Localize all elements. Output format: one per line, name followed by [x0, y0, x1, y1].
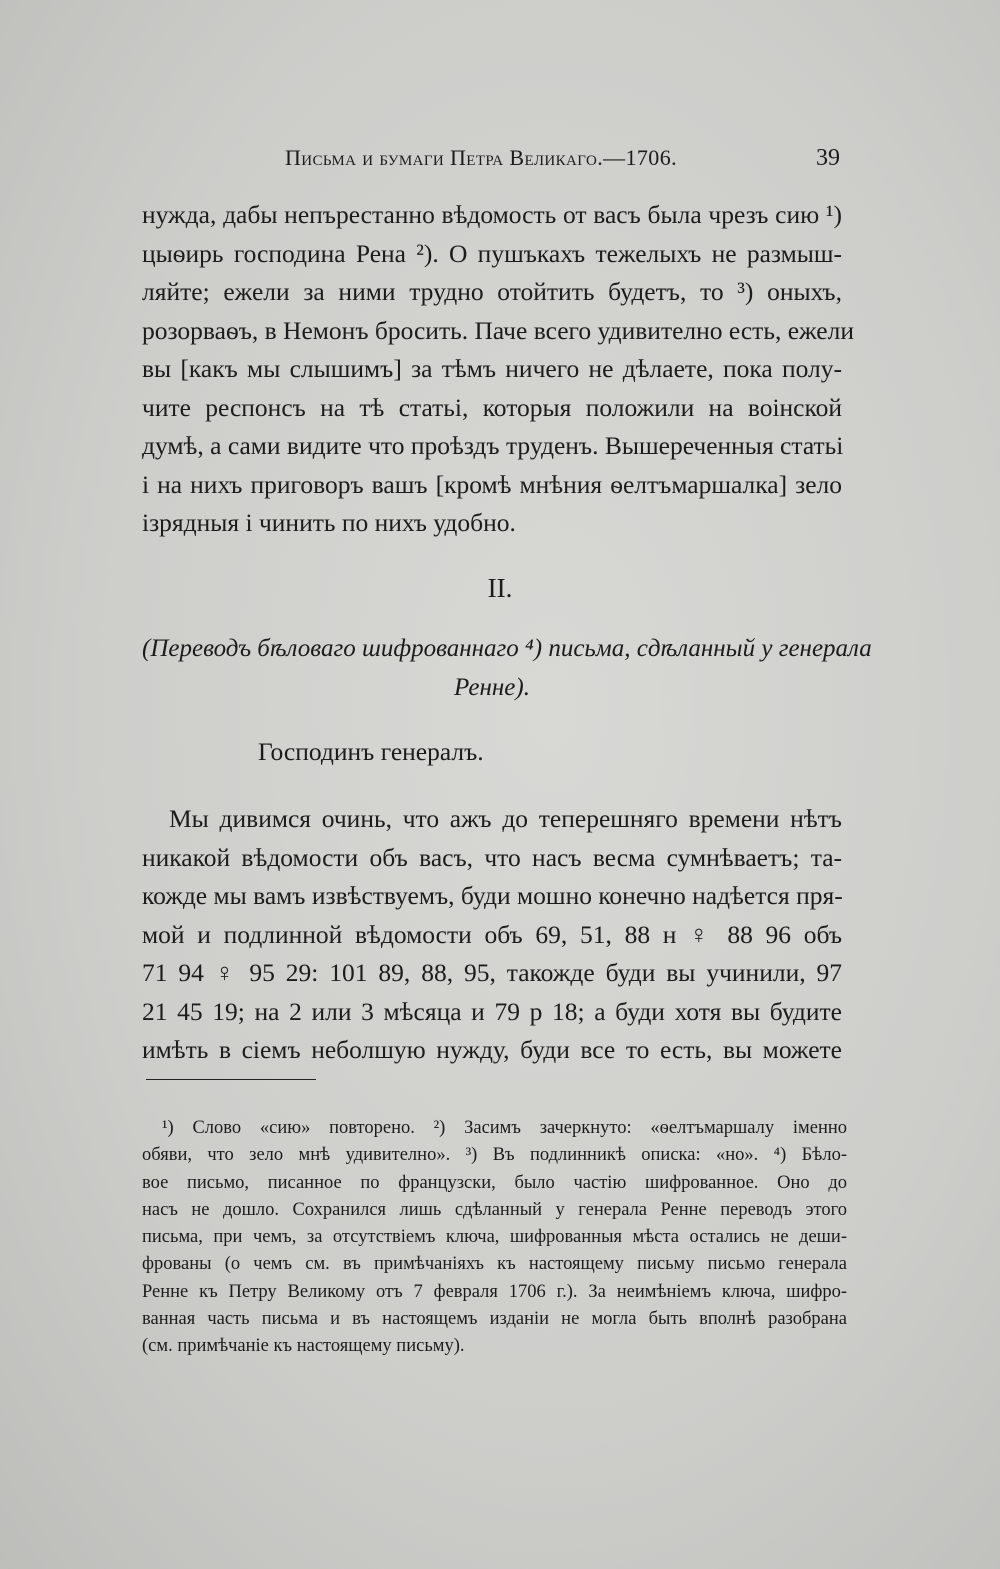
footnote-line: насъ не дошло. Сохранился лишь сдѣланный у генерала Ренне переводъ этого: [142, 1199, 847, 1220]
footnote-line: Ренне къ Петру Великому отъ 7 февраля 1706 г.). За неимѣніемъ ключа, шифро-: [142, 1281, 847, 1302]
footnote-line: письма, при чемъ, за отсутствіемъ ключа, шифрованныя мѣста остались не деши-: [142, 1227, 847, 1248]
letter-continuation-paragraph: [142, 196, 854, 543]
text-line: никакой вѣдомости объ васъ, что насъ весма сумнѣваетъ; та-: [142, 842, 842, 872]
footnote-line: вое письмо, писанное по французски, было частію шифрованное. Оно до: [142, 1172, 847, 1193]
footnote-line: фрованы (о чемъ см. въ примѣчаніяхъ къ настоящему письму письмо генерала: [142, 1254, 847, 1275]
text-line: имѣть в сіемъ неболшую нужду, буди все то есть, вы можете: [142, 1035, 842, 1064]
text-line: розорваѳъ, в Немонъ бросить. Паче всего удивително есть, ежели: [142, 315, 854, 345]
footnotes: [142, 1115, 847, 1361]
salutation: Господинъ генералъ.: [258, 737, 484, 766]
text-line: 21 45 19; на 2 или 3 мѣсяца и 79 р 18; а буди хотя вы будите: [142, 996, 842, 1026]
footnote-line: ванная часть письма и въ настоящемъ изданіи не могла быть вполнѣ разобрана: [142, 1309, 847, 1330]
text-line: думѣ, а сами видите что проѣздъ труденъ. Вышереченныя статьі: [142, 431, 844, 460]
subtitle-line: (Переводъ бѣловаго шифрованнаго ⁴) письма, сдѣланный у генерала: [142, 635, 872, 662]
section-number: II.: [487, 573, 513, 603]
footnote-line: обяви, что зело мнѣ удивително». ³) Въ подлинникѣ описка: «но». ⁴) Бѣло-: [142, 1145, 847, 1166]
page-header: [285, 145, 840, 179]
footnote-line: ¹) Слово «сию» повторено. ²) Засимъ зачеркнуто: «ѳелтъмаршалу іменно: [162, 1118, 847, 1138]
page-number: 39: [816, 145, 840, 171]
text-line: цыѳирь господина Рена ²). О пушъкахъ тежелыхъ не размыш-: [142, 238, 842, 268]
text-line: кожде мы вамъ извѣствуемъ, буди мошно конечно надѣется пря-: [142, 881, 843, 910]
footnote-line: (см. примѣчаніе къ настоящему письму).: [142, 1336, 465, 1357]
subtitle-line: Ренне).: [454, 673, 530, 701]
text-line: мой и подлинной вѣдомости объ 69, 51, 88 н ♀ 88 96 объ: [142, 919, 842, 949]
text-line: 71 94 ♀ 95 29: 101 89, 88, 95, такожде буди вы учинили, 97: [142, 958, 842, 987]
text-line: ізрядныя і чинить по нихъ удобно.: [142, 508, 516, 537]
text-line: нужда, дабы непърестанно вѣдомость от васъ была чрезъ сию ¹): [142, 200, 842, 229]
text-line: і на нихъ приговоръ вашъ [кромѣ мнѣния ѳелтъмаршалка] зело: [142, 469, 842, 499]
footnote-divider: [146, 1079, 316, 1080]
section-subtitle: [142, 630, 872, 707]
text-line: ляйте; ежели за ними трудно отойтить будетъ, то ³) оныхъ,: [142, 277, 842, 306]
running-title: Письма и бумаги Петра Великаго.—1706.: [285, 145, 678, 170]
text-line: Мы дивимся очинь, что ажъ до теперешняго времени нѣтъ: [169, 804, 842, 833]
text-line: вы [какъ мы слышимъ] за тѣмъ ничего не дѣлаете, пока полу-: [142, 354, 842, 383]
letter-paragraph: [142, 800, 842, 1070]
text-line: чите респонсъ на тѣ статьі, которыя положили на воінской: [142, 392, 842, 422]
